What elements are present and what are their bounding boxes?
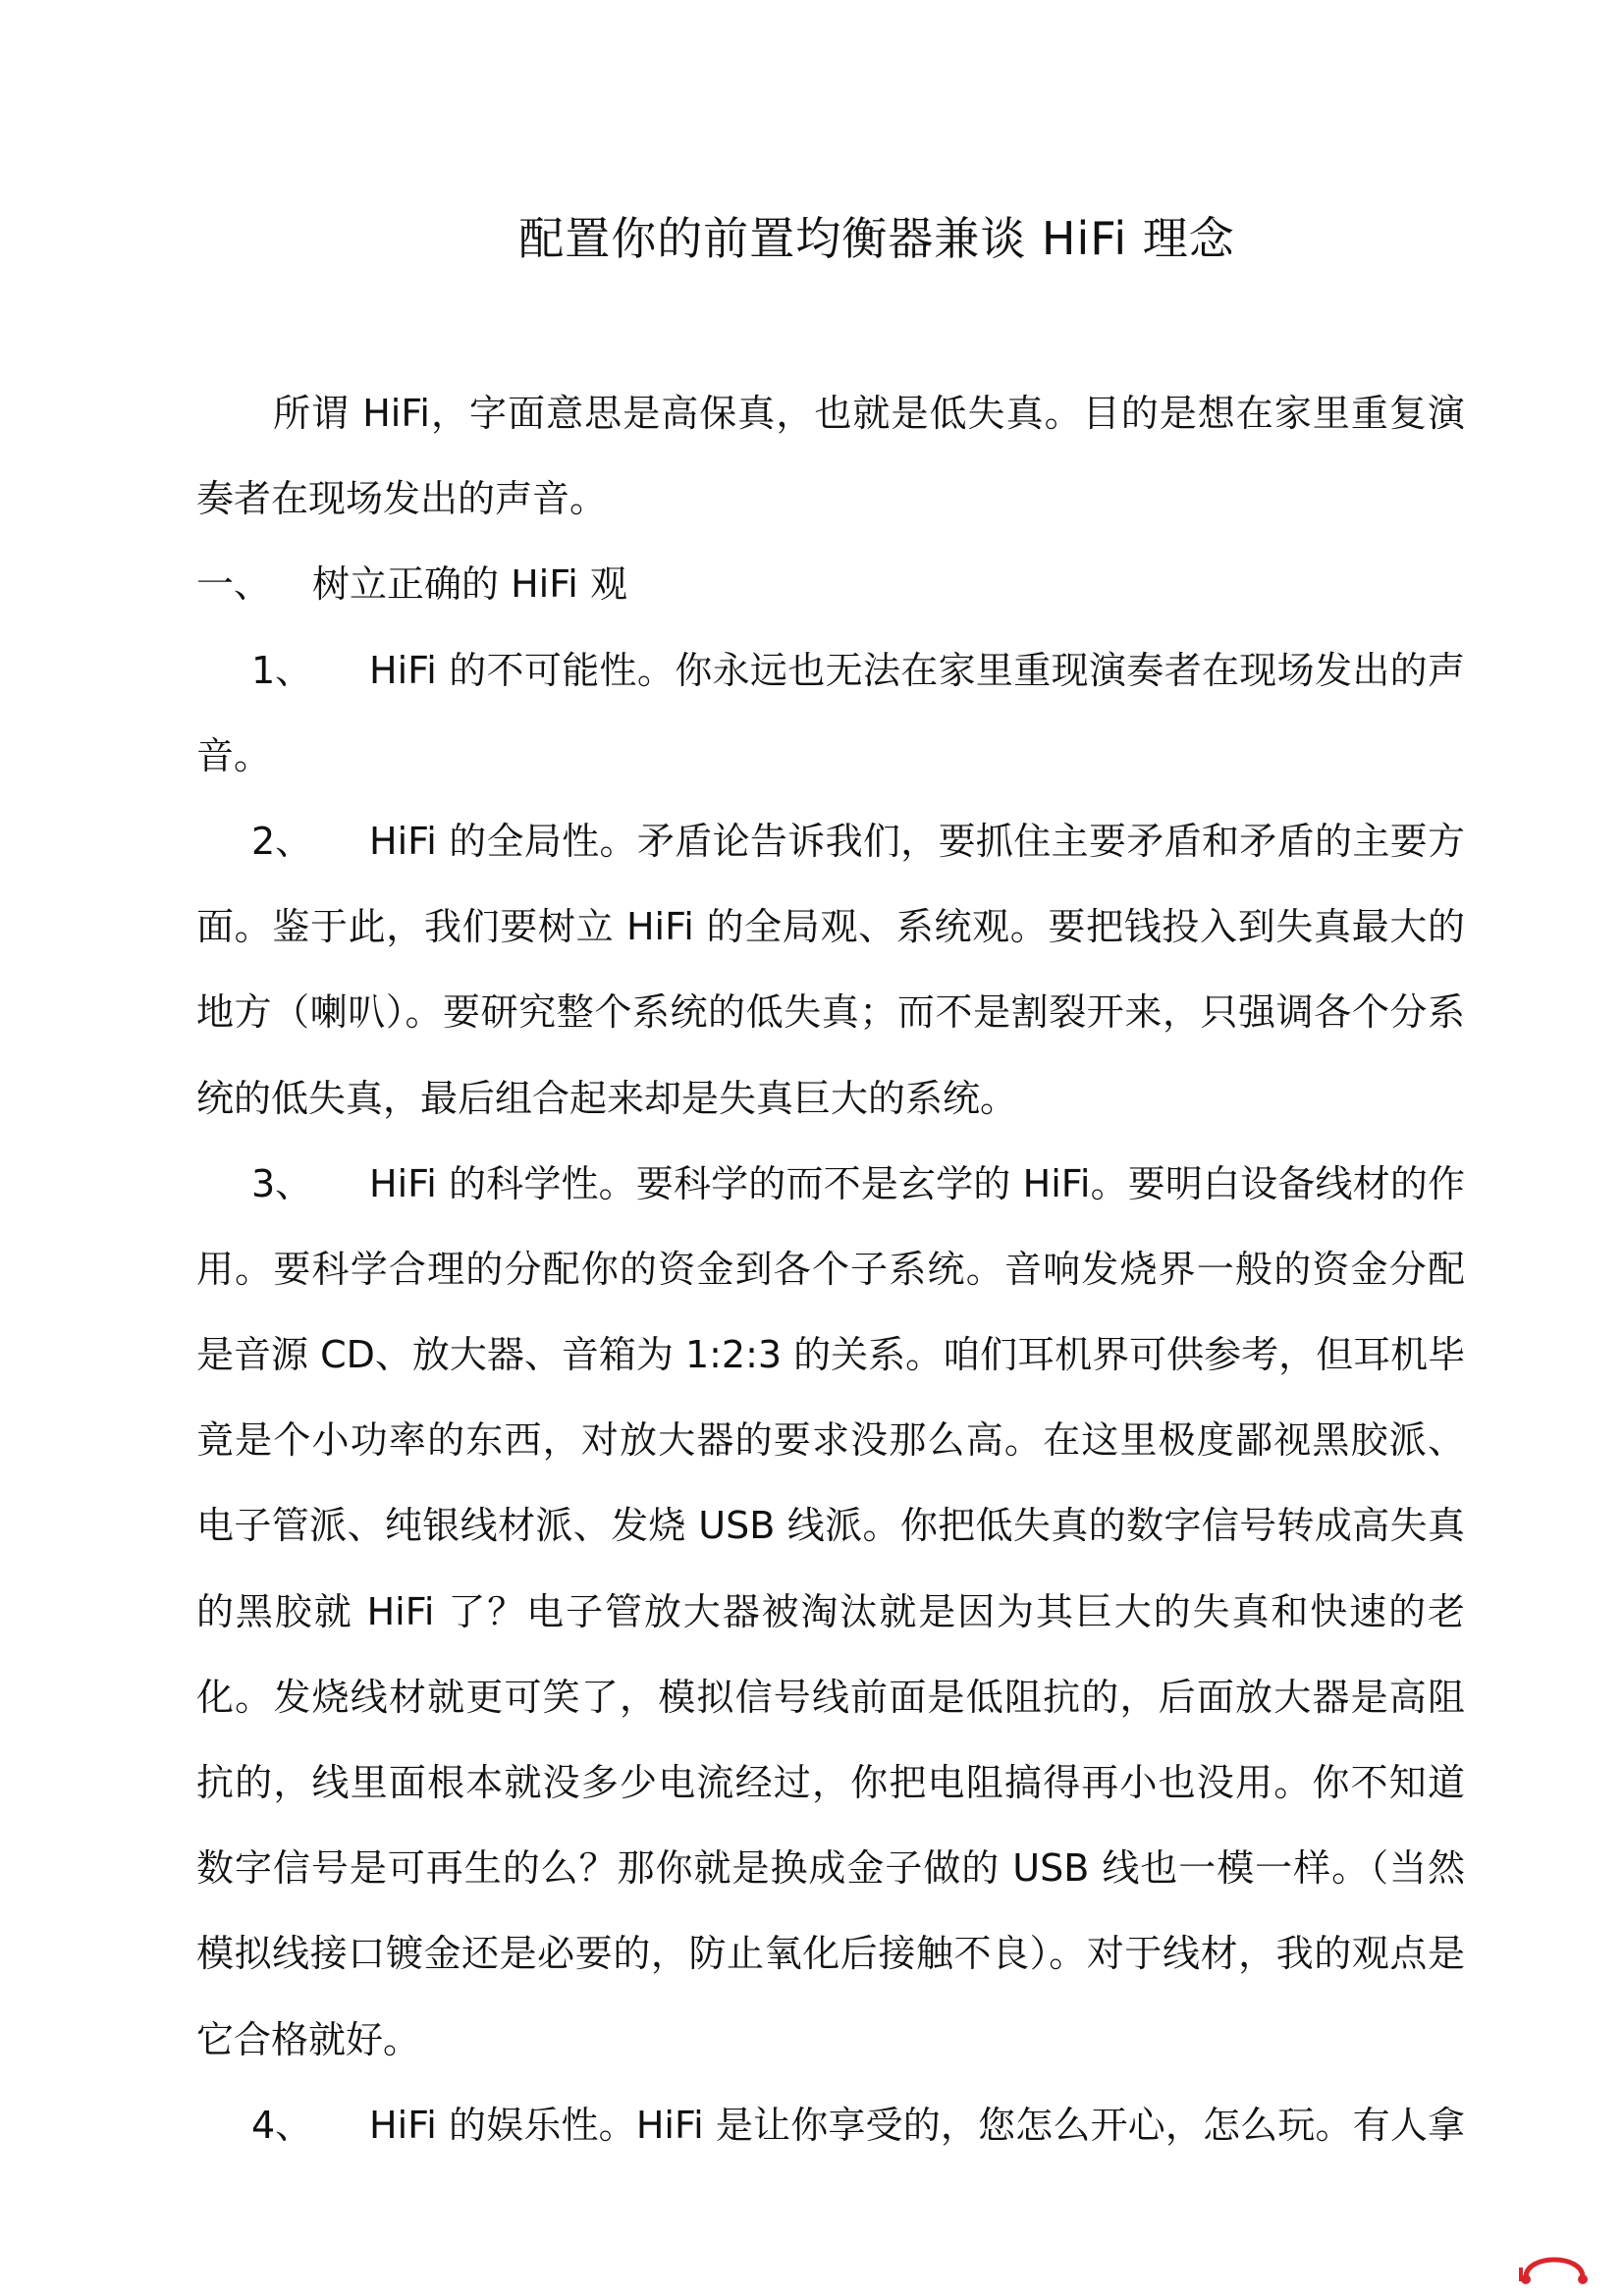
section-number: 一、 [196,562,272,607]
headphones-logo-icon [1516,2244,1593,2287]
document-title: 配置你的前置均衡器兼谈 HiFi 理念 [518,212,1235,265]
item1-text-1: HiFi 的不可能性。你永远也无法在家里重现演奏者在现场发出的声 [369,648,1465,692]
item3-line-8: 抗的，线里面根本就没多少电流经过，你把电阻搞得再小也没用。你不知道 [196,1761,1465,1804]
logo-arc [1526,2260,1583,2277]
logo-right-cup [1578,2274,1588,2284]
item1-line-2: 音。 [196,733,272,777]
item3-text-1: HiFi 的科学性。要科学的而不是玄学的 HiFi。要明白设备线材的作 [369,1161,1465,1205]
item3-line-4: 竟是个小功率的东西，对放大器的要求没那么高。在这里极度鄙视黑胶派、 [196,1418,1465,1463]
item2-text-1: HiFi 的全局性。矛盾论告诉我们，要抓住主要矛盾和矛盾的主要方 [369,819,1465,863]
intro-line-2: 奏者在现场发出的声音。 [196,477,608,521]
item4-text-1: HiFi 的娱乐性。HiFi 是让你享受的，您怎么开心，怎么玩。有人拿 [369,2103,1465,2147]
item3-line-10: 模拟线接口镀金还是必要的，防止氧化后接触不良）。对于线材，我的观点是 [196,1932,1465,1976]
item2-line-2: 面。鉴于此，我们要树立 HiFi 的全局观、系统观。要把钱投入到失真最大的 [196,905,1465,949]
item3-line-5: 电子管派、纯银线材派、发烧 USB 线派。你把低失真的数字信号转成高失真 [196,1504,1465,1548]
intro-line-1: 所谓 HiFi，字面意思是高保真，也就是低失真。目的是想在家里重复演 [273,392,1465,435]
section-heading-text: 树立正确的 HiFi 观 [312,562,627,607]
item3-line-2: 用。要科学合理的分配你的资金到各个子系统。音响发烧界一般的资金分配 [196,1247,1465,1291]
item4-number: 4、 [251,2103,313,2147]
item3-line-1 [196,1142,1465,1227]
item3-line-11: 它合格就好。 [196,2017,421,2061]
section-heading-1 [196,542,1465,627]
item2-number: 2、 [251,819,313,863]
item3-line-6: 的黑胶就 HiFi 了？电子管放大器被淘汰就是因为其巨大的失真和快速的老 [196,1589,1465,1633]
item1-number: 1、 [251,648,313,692]
item3-line-3: 是音源 CD、放大器、音箱为 1:2:3 的关系。咱们耳机界可供参考，但耳机毕 [196,1333,1466,1377]
item3-number: 3、 [251,1161,313,1205]
item2-line-1 [196,799,1465,884]
item4-line-1 [196,2083,1465,2168]
item3-line-7: 化。发烧线材就更可笑了，模拟信号线前面是低阻抗的，后面放大器是高阻 [196,1675,1465,1719]
item2-line-4: 统的低失真，最后组合起来却是失真巨大的系统。 [196,1076,1018,1120]
item1-line-1 [196,628,1465,714]
item3-line-9: 数字信号是可再生的么？那你就是换成金子做的 USB 线也一模一样。（当然 [196,1846,1465,1891]
item2-line-3: 地方（喇叭）。要研究整个系统的低失真；而不是割裂开来，只强调各个分系 [196,990,1465,1035]
logo-left-stem [1519,2268,1523,2281]
document-body [196,371,1465,2168]
